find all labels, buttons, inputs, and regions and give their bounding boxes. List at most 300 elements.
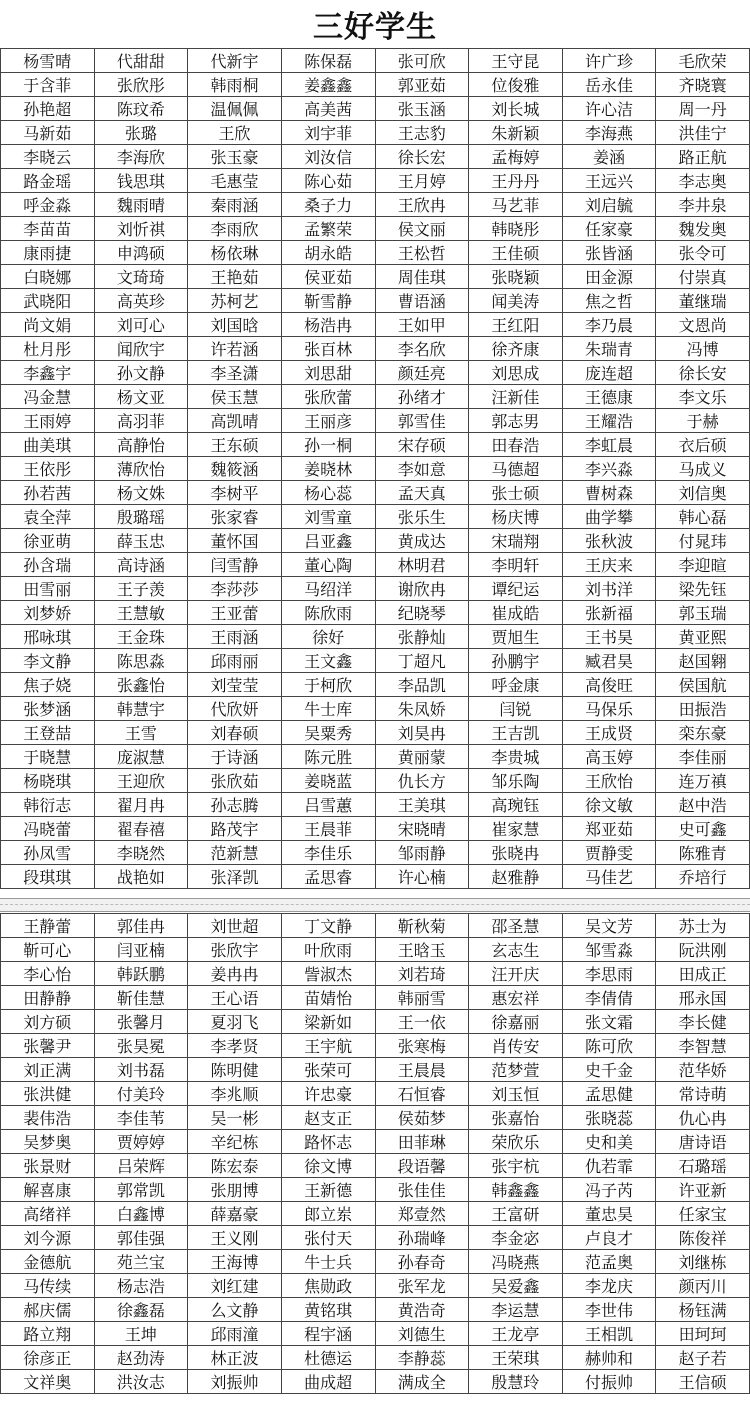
name-cell: 董忠昊 — [562, 1202, 656, 1226]
name-cell: 张静灿 — [375, 625, 469, 649]
name-cell: 黄铭琪 — [281, 1298, 375, 1322]
name-cell: 卢良才 — [562, 1226, 656, 1250]
name-cell: 石璐瑶 — [656, 1154, 750, 1178]
name-cell: 王红阳 — [469, 313, 563, 337]
name-cell: 徐长宏 — [375, 145, 469, 169]
name-cell: 齐晓寰 — [656, 73, 750, 97]
name-cell: 杨晓琪 — [1, 769, 95, 793]
name-cell: 郭志男 — [469, 409, 563, 433]
name-cell: 刘莹莹 — [188, 673, 282, 697]
name-cell: 衣后硕 — [656, 433, 750, 457]
name-cell: 张鑫怡 — [94, 673, 188, 697]
name-cell: 尚文娟 — [1, 313, 95, 337]
name-cell: 贾旭生 — [469, 625, 563, 649]
name-cell: 郝庆儒 — [1, 1298, 95, 1322]
name-cell: 栾东豪 — [656, 721, 750, 745]
name-cell: 刘振帅 — [188, 1370, 282, 1394]
name-cell: 张嘉怡 — [469, 1106, 563, 1130]
name-cell: 薛玉忠 — [94, 529, 188, 553]
name-cell: 王雪 — [94, 721, 188, 745]
name-cell: 臧君昊 — [562, 649, 656, 673]
name-cell: 吕雪蕙 — [281, 793, 375, 817]
name-cell: 梁新如 — [281, 1010, 375, 1034]
name-cell: 陈玟希 — [94, 97, 188, 121]
name-cell: 吴梦奥 — [1, 1130, 95, 1154]
table-row — [1, 97, 750, 121]
name-cell: 高绪祥 — [1, 1202, 95, 1226]
name-cell: 高羽菲 — [94, 409, 188, 433]
name-cell: 韩雨桐 — [188, 73, 282, 97]
name-cell: 李莎莎 — [188, 577, 282, 601]
name-cell: 闫锐 — [469, 697, 563, 721]
name-cell: 许心楠 — [375, 865, 469, 889]
table-row — [1, 649, 750, 673]
name-cell: 高俊旺 — [562, 673, 656, 697]
name-cell: 李鑫宇 — [1, 361, 95, 385]
name-cell: 陈雅青 — [656, 841, 750, 865]
table-row — [1, 1082, 750, 1106]
name-cell: 路金瑶 — [1, 169, 95, 193]
name-cell: 王登喆 — [1, 721, 95, 745]
name-cell: 黄亚熙 — [656, 625, 750, 649]
table-row — [1, 745, 750, 769]
name-cell: 李晓云 — [1, 145, 95, 169]
name-cell: 牛士库 — [281, 697, 375, 721]
name-cell: 翟月冉 — [94, 793, 188, 817]
name-cell: 李佳乐 — [281, 841, 375, 865]
name-cell: 王欣怡 — [562, 769, 656, 793]
name-cell: 李苗苗 — [1, 217, 95, 241]
name-cell: 冯子芮 — [562, 1178, 656, 1202]
name-cell: 马绍洋 — [281, 577, 375, 601]
name-cell: 代欣妍 — [188, 697, 282, 721]
name-cell: 殷璐瑶 — [94, 505, 188, 529]
name-cell: 段语馨 — [375, 1154, 469, 1178]
name-cell: 于晓慧 — [1, 745, 95, 769]
name-cell: 高诗涵 — [94, 553, 188, 577]
name-cell: 李如意 — [375, 457, 469, 481]
name-cell: 李井泉 — [656, 193, 750, 217]
table-row — [1, 433, 750, 457]
name-cell: 李佳苇 — [94, 1106, 188, 1130]
name-cell: 张可欣 — [375, 49, 469, 73]
name-cell: 董怀国 — [188, 529, 282, 553]
table-row — [1, 289, 750, 313]
name-cell: 徐文敏 — [562, 793, 656, 817]
name-cell: 乔培行 — [656, 865, 750, 889]
name-cell: 任家宝 — [656, 1202, 750, 1226]
name-cell: 马德超 — [469, 457, 563, 481]
name-cell: 王雨婷 — [1, 409, 95, 433]
name-cell: 张欣蕾 — [281, 385, 375, 409]
name-cell: 邹雪淼 — [562, 938, 656, 962]
name-cell: 郭玉瑞 — [656, 601, 750, 625]
name-cell: 杨钰满 — [656, 1298, 750, 1322]
name-cell: 李海欣 — [94, 145, 188, 169]
name-cell: 许忠豪 — [281, 1082, 375, 1106]
name-cell: 李运慧 — [469, 1298, 563, 1322]
name-cell: 王德康 — [562, 385, 656, 409]
name-cell: 王雨涵 — [188, 625, 282, 649]
name-cell: 孙艳超 — [1, 97, 95, 121]
name-cell: 张欣茹 — [188, 769, 282, 793]
name-cell: 张付天 — [281, 1226, 375, 1250]
name-cell: 马佳艺 — [562, 865, 656, 889]
name-cell: 赵国翱 — [656, 649, 750, 673]
name-cell: 于诗涵 — [188, 745, 282, 769]
name-cell: 孟天真 — [375, 481, 469, 505]
table-row — [1, 1106, 750, 1130]
name-cell: 刘梦娇 — [1, 601, 95, 625]
name-cell: 刘红建 — [188, 1274, 282, 1298]
name-cell: 李龙庆 — [562, 1274, 656, 1298]
name-cell: 庞淑慧 — [94, 745, 188, 769]
name-cell: 李文静 — [1, 649, 95, 673]
name-cell: 王志豹 — [375, 121, 469, 145]
table-row — [1, 481, 750, 505]
name-cell: 姜鑫鑫 — [281, 73, 375, 97]
name-cell: 王龙亭 — [469, 1322, 563, 1346]
name-cell: 李静蕊 — [375, 1346, 469, 1370]
name-cell: 刘忻祺 — [94, 217, 188, 241]
name-cell: 高琬钰 — [469, 793, 563, 817]
name-cell: 范孟奥 — [562, 1250, 656, 1274]
name-cell: 王富研 — [469, 1202, 563, 1226]
name-cell: 范华娇 — [656, 1058, 750, 1082]
name-cell: 刘继栋 — [656, 1250, 750, 1274]
name-cell: 丁文静 — [281, 914, 375, 938]
name-cell: 张晓蕊 — [562, 1106, 656, 1130]
name-cell: 翟春禧 — [94, 817, 188, 841]
name-cell: 闻欣宇 — [94, 337, 188, 361]
name-cell: 李兆顺 — [188, 1082, 282, 1106]
name-cell: 孙春奇 — [375, 1250, 469, 1274]
name-cell: 徐鑫磊 — [94, 1298, 188, 1322]
table-row — [1, 1202, 750, 1226]
name-cell: 王慧敏 — [94, 601, 188, 625]
name-cell: 李心怡 — [1, 962, 95, 986]
page-break-divider — [0, 898, 750, 912]
name-cell: 呼金淼 — [1, 193, 95, 217]
name-cell: 邢咏琪 — [1, 625, 95, 649]
name-cell: 孙鹏宇 — [469, 649, 563, 673]
name-cell: 田静静 — [1, 986, 95, 1010]
name-cell: 高静怡 — [94, 433, 188, 457]
name-cell: 郑亚茹 — [562, 817, 656, 841]
name-cell: 唐诗语 — [656, 1130, 750, 1154]
name-cell: 武晓阳 — [1, 289, 95, 313]
name-cell: 曲学攀 — [562, 505, 656, 529]
name-cell: 李明轩 — [469, 553, 563, 577]
name-cell: 王美琪 — [375, 793, 469, 817]
name-cell: 高美茜 — [281, 97, 375, 121]
name-cell: 叶欣雨 — [281, 938, 375, 962]
name-cell: 李雨欣 — [188, 217, 282, 241]
name-cell: 陈心茹 — [281, 169, 375, 193]
name-cell: 田菲琳 — [375, 1130, 469, 1154]
name-cell: 王耀浩 — [562, 409, 656, 433]
name-cell: 董心陶 — [281, 553, 375, 577]
name-cell: 吴粟秀 — [281, 721, 375, 745]
name-cell: 苑兰宝 — [94, 1250, 188, 1274]
name-cell: 姜涵 — [562, 145, 656, 169]
name-cell: 靳雪静 — [281, 289, 375, 313]
name-cell: 王荣琪 — [469, 1346, 563, 1370]
name-cell: 王子羡 — [94, 577, 188, 601]
name-cell: 孟思睿 — [281, 865, 375, 889]
table-row — [1, 385, 750, 409]
name-cell: 马保乐 — [562, 697, 656, 721]
table-row — [1, 241, 750, 265]
name-cell: 路怀志 — [281, 1130, 375, 1154]
name-cell: 郭佳冉 — [94, 914, 188, 938]
name-cell: 贾静雯 — [562, 841, 656, 865]
name-cell: 位俊雅 — [469, 73, 563, 97]
name-cell: 张令可 — [656, 241, 750, 265]
name-cell: 李名欣 — [375, 337, 469, 361]
name-cell: 姜晓林 — [281, 457, 375, 481]
name-cell: 王文鑫 — [281, 649, 375, 673]
name-cell: 吕荣辉 — [94, 1154, 188, 1178]
name-cell: 付晁玮 — [656, 529, 750, 553]
name-cell: 刘昊冉 — [375, 721, 469, 745]
name-cell: 王东硕 — [188, 433, 282, 457]
name-cell: 任家豪 — [562, 217, 656, 241]
name-cell: 张家睿 — [188, 505, 282, 529]
name-cell: 张晓颖 — [469, 265, 563, 289]
name-cell: 张文霜 — [562, 1010, 656, 1034]
name-cell: 李圣潇 — [188, 361, 282, 385]
name-cell: 刘德生 — [375, 1322, 469, 1346]
name-cell: 董继瑞 — [656, 289, 750, 313]
name-cell: 焦勋政 — [281, 1274, 375, 1298]
name-cell: 刘玉恒 — [469, 1082, 563, 1106]
name-cell: 马传续 — [1, 1274, 95, 1298]
name-cell: 刘汝信 — [281, 145, 375, 169]
name-cell: 张新福 — [562, 601, 656, 625]
name-cell: 徐嘉丽 — [469, 1010, 563, 1034]
name-cell: 刘世超 — [188, 914, 282, 938]
name-cell: 陈可欣 — [562, 1034, 656, 1058]
name-cell: 张泽凯 — [188, 865, 282, 889]
name-cell: 殷慧玲 — [469, 1370, 563, 1394]
name-cell: 李倩倩 — [562, 986, 656, 1010]
name-cell: 张梦涵 — [1, 697, 95, 721]
name-cell: 孙一桐 — [281, 433, 375, 457]
name-cell: 张洪健 — [1, 1082, 95, 1106]
name-cell: 侯玉慧 — [188, 385, 282, 409]
name-cell: 郭亚茹 — [375, 73, 469, 97]
name-cell: 刘书磊 — [94, 1058, 188, 1082]
name-cell: 高玉婷 — [562, 745, 656, 769]
name-cell: 杨雪晴 — [1, 49, 95, 73]
name-cell: 袁全萍 — [1, 505, 95, 529]
name-cell: 阮洪刚 — [656, 938, 750, 962]
name-cell: 姜晓蓝 — [281, 769, 375, 793]
name-cell: 王守昆 — [469, 49, 563, 73]
name-cell: 王松哲 — [375, 241, 469, 265]
name-cell: 岳永佳 — [562, 73, 656, 97]
name-cell: 张昊冕 — [94, 1034, 188, 1058]
name-cell: 王依彤 — [1, 457, 95, 481]
name-cell: 杜德运 — [281, 1346, 375, 1370]
name-cell: 刘思成 — [469, 361, 563, 385]
name-cell: 许广珍 — [562, 49, 656, 73]
name-cell: 付崇真 — [656, 265, 750, 289]
name-cell: 洪佳宁 — [656, 121, 750, 145]
name-cell: 丁超凡 — [375, 649, 469, 673]
name-cell: 陈思淼 — [94, 649, 188, 673]
name-cell: 郭常凯 — [94, 1178, 188, 1202]
name-cell: 张玉豪 — [188, 145, 282, 169]
name-cell: 冯博 — [656, 337, 750, 361]
name-cell: 魏雨晴 — [94, 193, 188, 217]
name-cell: 刘思甜 — [281, 361, 375, 385]
table-row — [1, 914, 750, 938]
name-cell: 冯晓燕 — [469, 1250, 563, 1274]
table-row — [1, 1250, 750, 1274]
name-cell: 王信硕 — [656, 1370, 750, 1394]
name-cell: 毛欣荣 — [656, 49, 750, 73]
name-cell: 曲美琪 — [1, 433, 95, 457]
name-cell: 马艺菲 — [469, 193, 563, 217]
name-cell: 王心语 — [188, 986, 282, 1010]
name-cell: 王坤 — [94, 1322, 188, 1346]
name-cell: 杨文姝 — [94, 481, 188, 505]
table-row — [1, 962, 750, 986]
name-cell: 刘可心 — [94, 313, 188, 337]
name-cell: 史可鑫 — [656, 817, 750, 841]
name-cell: 秦雨涵 — [188, 193, 282, 217]
name-cell: 孙绪才 — [375, 385, 469, 409]
name-cell: 朱凤娇 — [375, 697, 469, 721]
name-cell: 胡永皓 — [281, 241, 375, 265]
name-cell: 孟梅婷 — [469, 145, 563, 169]
table-row — [1, 1058, 750, 1082]
name-cell: 范梦萱 — [469, 1058, 563, 1082]
name-cell: 许亚新 — [656, 1178, 750, 1202]
name-cell: 韩丽雪 — [375, 986, 469, 1010]
name-cell: 张荣可 — [281, 1058, 375, 1082]
name-cell: 刘今源 — [1, 1226, 95, 1250]
name-cell: 仇若霏 — [562, 1154, 656, 1178]
name-cell: 石恒睿 — [375, 1082, 469, 1106]
name-cell: 田雪丽 — [1, 577, 95, 601]
name-cell: 苗婧怡 — [281, 986, 375, 1010]
name-cell: 陈欣雨 — [281, 601, 375, 625]
table-row — [1, 865, 750, 889]
name-cell: 郭佳强 — [94, 1226, 188, 1250]
name-cell: 邱雨丽 — [188, 649, 282, 673]
name-cell: 张寒梅 — [375, 1034, 469, 1058]
name-cell: 王远兴 — [562, 169, 656, 193]
table-row — [1, 1226, 750, 1250]
name-cell: 王成贤 — [562, 721, 656, 745]
name-cell: 杨庆博 — [469, 505, 563, 529]
name-cell: 徐长安 — [656, 361, 750, 385]
name-cell: 朱新颖 — [469, 121, 563, 145]
name-cell: 靳佳慧 — [94, 986, 188, 1010]
name-cell: 徐好 — [281, 625, 375, 649]
name-cell: 代新宇 — [188, 49, 282, 73]
name-cell: 张秋波 — [562, 529, 656, 553]
honor-roll-table-2 — [0, 913, 750, 1394]
name-cell: 毛惠莹 — [188, 169, 282, 193]
name-cell: 孙若茜 — [1, 481, 95, 505]
table-row — [1, 625, 750, 649]
name-cell: 郭雪佳 — [375, 409, 469, 433]
name-cell: 朱瑞青 — [562, 337, 656, 361]
table-row — [1, 505, 750, 529]
name-cell: 赵中浩 — [656, 793, 750, 817]
name-cell: 张佳佳 — [375, 1178, 469, 1202]
name-cell: 王佳硕 — [469, 241, 563, 265]
name-cell: 王吉凯 — [469, 721, 563, 745]
name-cell: 战艳如 — [94, 865, 188, 889]
name-cell: 徐齐康 — [469, 337, 563, 361]
name-cell: 常诗萌 — [656, 1082, 750, 1106]
name-cell: 韩衍志 — [1, 793, 95, 817]
table-row — [1, 1346, 750, 1370]
name-cell: 田金源 — [562, 265, 656, 289]
name-cell: 程宇涵 — [281, 1322, 375, 1346]
name-cell: 吴爱鑫 — [469, 1274, 563, 1298]
name-cell: 高英珍 — [94, 289, 188, 313]
name-cell: 王一依 — [375, 1010, 469, 1034]
name-cell: 满成全 — [375, 1370, 469, 1394]
name-cell: 赫帅和 — [562, 1346, 656, 1370]
name-cell: 张璐 — [94, 121, 188, 145]
name-cell: 侯茹梦 — [375, 1106, 469, 1130]
table-row — [1, 721, 750, 745]
name-cell: 刘春硕 — [188, 721, 282, 745]
name-cell: 孟思健 — [562, 1082, 656, 1106]
name-cell: 王海博 — [188, 1250, 282, 1274]
table-row — [1, 1154, 750, 1178]
name-cell: 洪汝志 — [94, 1370, 188, 1394]
name-cell: 刘宇菲 — [281, 121, 375, 145]
name-cell: 康雨捷 — [1, 241, 95, 265]
name-cell: 刘长城 — [469, 97, 563, 121]
table-row — [1, 1274, 750, 1298]
name-cell: 黄成达 — [375, 529, 469, 553]
name-cell: 孙文静 — [94, 361, 188, 385]
name-cell: 李海燕 — [562, 121, 656, 145]
name-cell: 李品凯 — [375, 673, 469, 697]
table-row — [1, 145, 750, 169]
name-cell: 王晨菲 — [281, 817, 375, 841]
name-cell: 陈元胜 — [281, 745, 375, 769]
name-cell: 陈俊祥 — [656, 1226, 750, 1250]
name-cell: 李长健 — [656, 1010, 750, 1034]
name-cell: 张军龙 — [375, 1274, 469, 1298]
name-cell: 刘方硕 — [1, 1010, 95, 1034]
name-cell: 王丽彦 — [281, 409, 375, 433]
table-row — [1, 673, 750, 697]
table-row — [1, 817, 750, 841]
name-cell: 文琦琦 — [94, 265, 188, 289]
name-cell: 杨心蕊 — [281, 481, 375, 505]
name-cell: 解喜康 — [1, 1178, 95, 1202]
name-cell: 陈保磊 — [281, 49, 375, 73]
name-cell: 韩慧宇 — [94, 697, 188, 721]
name-cell: 徐彦正 — [1, 1346, 95, 1370]
name-cell: 谢欣冉 — [375, 577, 469, 601]
table-row — [1, 265, 750, 289]
name-cell: 张宇杭 — [469, 1154, 563, 1178]
name-cell: 林明君 — [375, 553, 469, 577]
name-cell: 苏柯艺 — [188, 289, 282, 313]
